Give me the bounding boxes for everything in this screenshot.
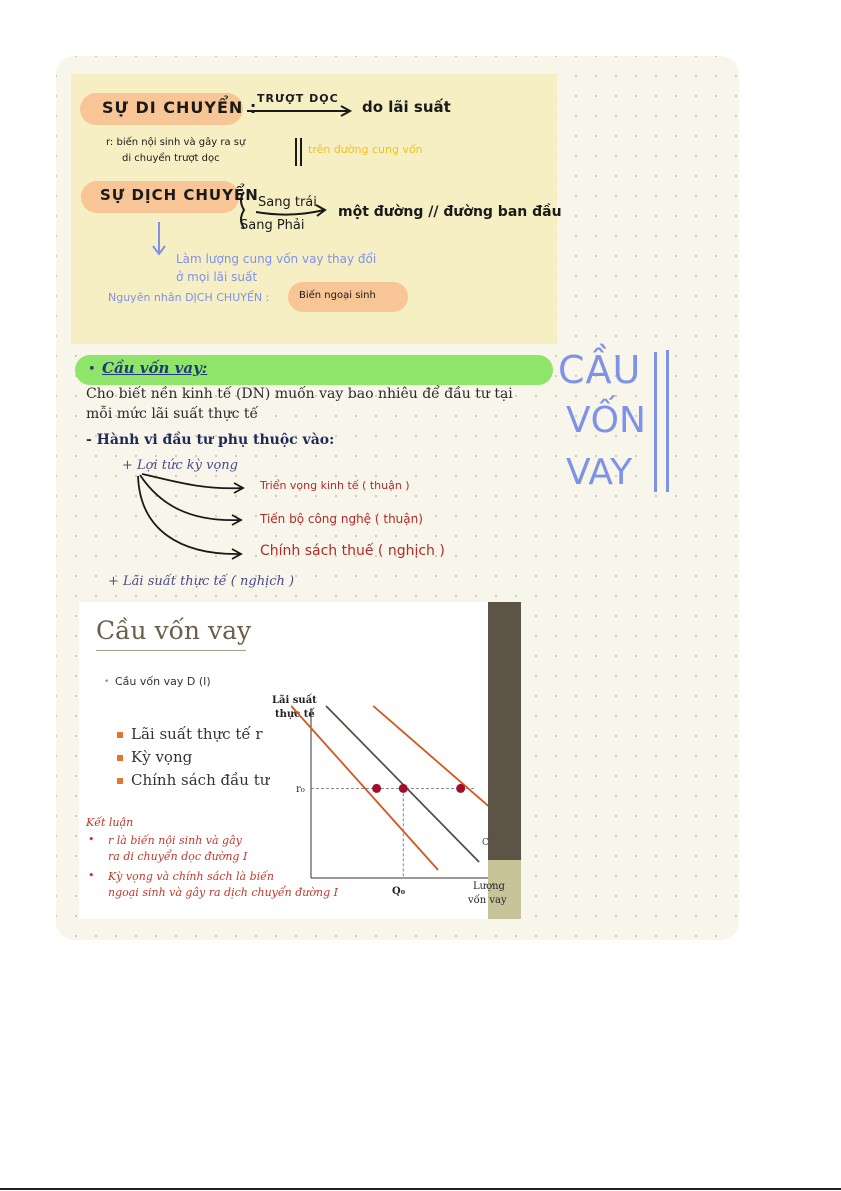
lai-suat-label: + Lãi suất thực tế ( nghịch ) (108, 574, 295, 589)
lam-luong-line1: Làm lượng cung vốn vay thay đổi (176, 252, 377, 266)
slide-item-1: Lãi suất thực tế r (131, 725, 263, 743)
chart-q0-label: Q₀ (392, 886, 406, 897)
side-title-line3: VAY (566, 452, 633, 493)
chart-curve-3 (373, 706, 516, 830)
kl1-line2: ra di chuyển dọc đường I (108, 850, 248, 863)
r-note-line1: r: biến nội sinh và gây ra sự (106, 137, 246, 148)
hanh-vi-label: - Hành vi đầu tư phụ thuộc vào: (86, 432, 335, 448)
chart-ylabel-line2: thực tế (275, 709, 315, 720)
tren-duong-label: trên đường cung vốn (308, 143, 423, 156)
trien-vong-label: Triển vọng kinh tế ( thuận ) (260, 479, 410, 492)
ket-luan-label: Kết luận (86, 816, 134, 829)
chinh-sach-thue-label: Chính sách thuế ( nghịch ) (260, 543, 445, 559)
side-title-line1: CẦU (558, 348, 642, 392)
bien-ngoai-sinh-label: Biến ngoại sinh (299, 290, 376, 301)
su-di-chuyen-label: SỰ DI CHUYỂN : (102, 98, 258, 117)
do-lai-suat-label: do lãi suất (362, 98, 451, 116)
slide-item-3: Chính sách đầu tư (131, 771, 270, 789)
side-title-line2: VỐN (566, 400, 646, 441)
slide-item-2: Kỳ vọng (131, 748, 193, 766)
su-dich-chuyen-label: SỰ DỊCH CHUYỂN (100, 186, 259, 204)
kl2-line2: ngoại sinh và gây ra dịch chuyển đường I (108, 886, 338, 899)
tien-bo-label: Tiến bộ công nghệ ( thuận) (260, 512, 423, 526)
chart-curve-label: C (482, 838, 489, 848)
truot-doc-label: TRƯỢT DỌC (257, 92, 339, 105)
chart-xlabel-line1: Lượng (473, 881, 505, 892)
kl2-line1: Kỳ vọng và chính sách là biến (108, 870, 275, 883)
kl1-line1: r là biến nội sinh và gây (108, 834, 242, 847)
slide-bullet-dot: • (104, 677, 110, 687)
kl-bullet-1: • (88, 833, 95, 846)
chart-r0-label: r₀ (296, 784, 305, 795)
sang-phai-label: Sang Phải (240, 218, 305, 233)
nguyen-nhan-label: Nguyên nhân DỊCH CHUYỂN : (108, 291, 270, 304)
loi-tuc-label: + Lợi tức kỳ vọng (122, 458, 239, 473)
sang-trai-label: Sang trái (258, 195, 317, 210)
mot-duong-label: một đường // đường ban đầu (338, 204, 562, 220)
chart-point-1 (372, 784, 381, 793)
r-note-line2: di chuyển trượt dọc (122, 153, 220, 164)
chart-ylabel-line1: Lãi suất (272, 695, 317, 706)
slide-title: Cầu vốn vay (96, 616, 252, 645)
chart-point-2 (399, 784, 408, 793)
kl-bullet-2: • (88, 869, 95, 882)
chart-point-3 (456, 784, 465, 793)
bullet-dot: • (88, 362, 96, 377)
chart-xlabel-line2: vốn vay (468, 895, 507, 906)
desc-line2: mỗi mức lãi suất thực tế (86, 406, 259, 422)
lam-luong-line2: ở mọi lãi suất (176, 270, 258, 284)
desc-line1: Cho biết nền kinh tế (DN) muốn vay bao nhiêu để đầu tư tại (86, 386, 513, 402)
section-heading: Cầu vốn vay: (102, 359, 208, 377)
slide-bullet: Cầu vốn vay D (I) (115, 675, 211, 688)
